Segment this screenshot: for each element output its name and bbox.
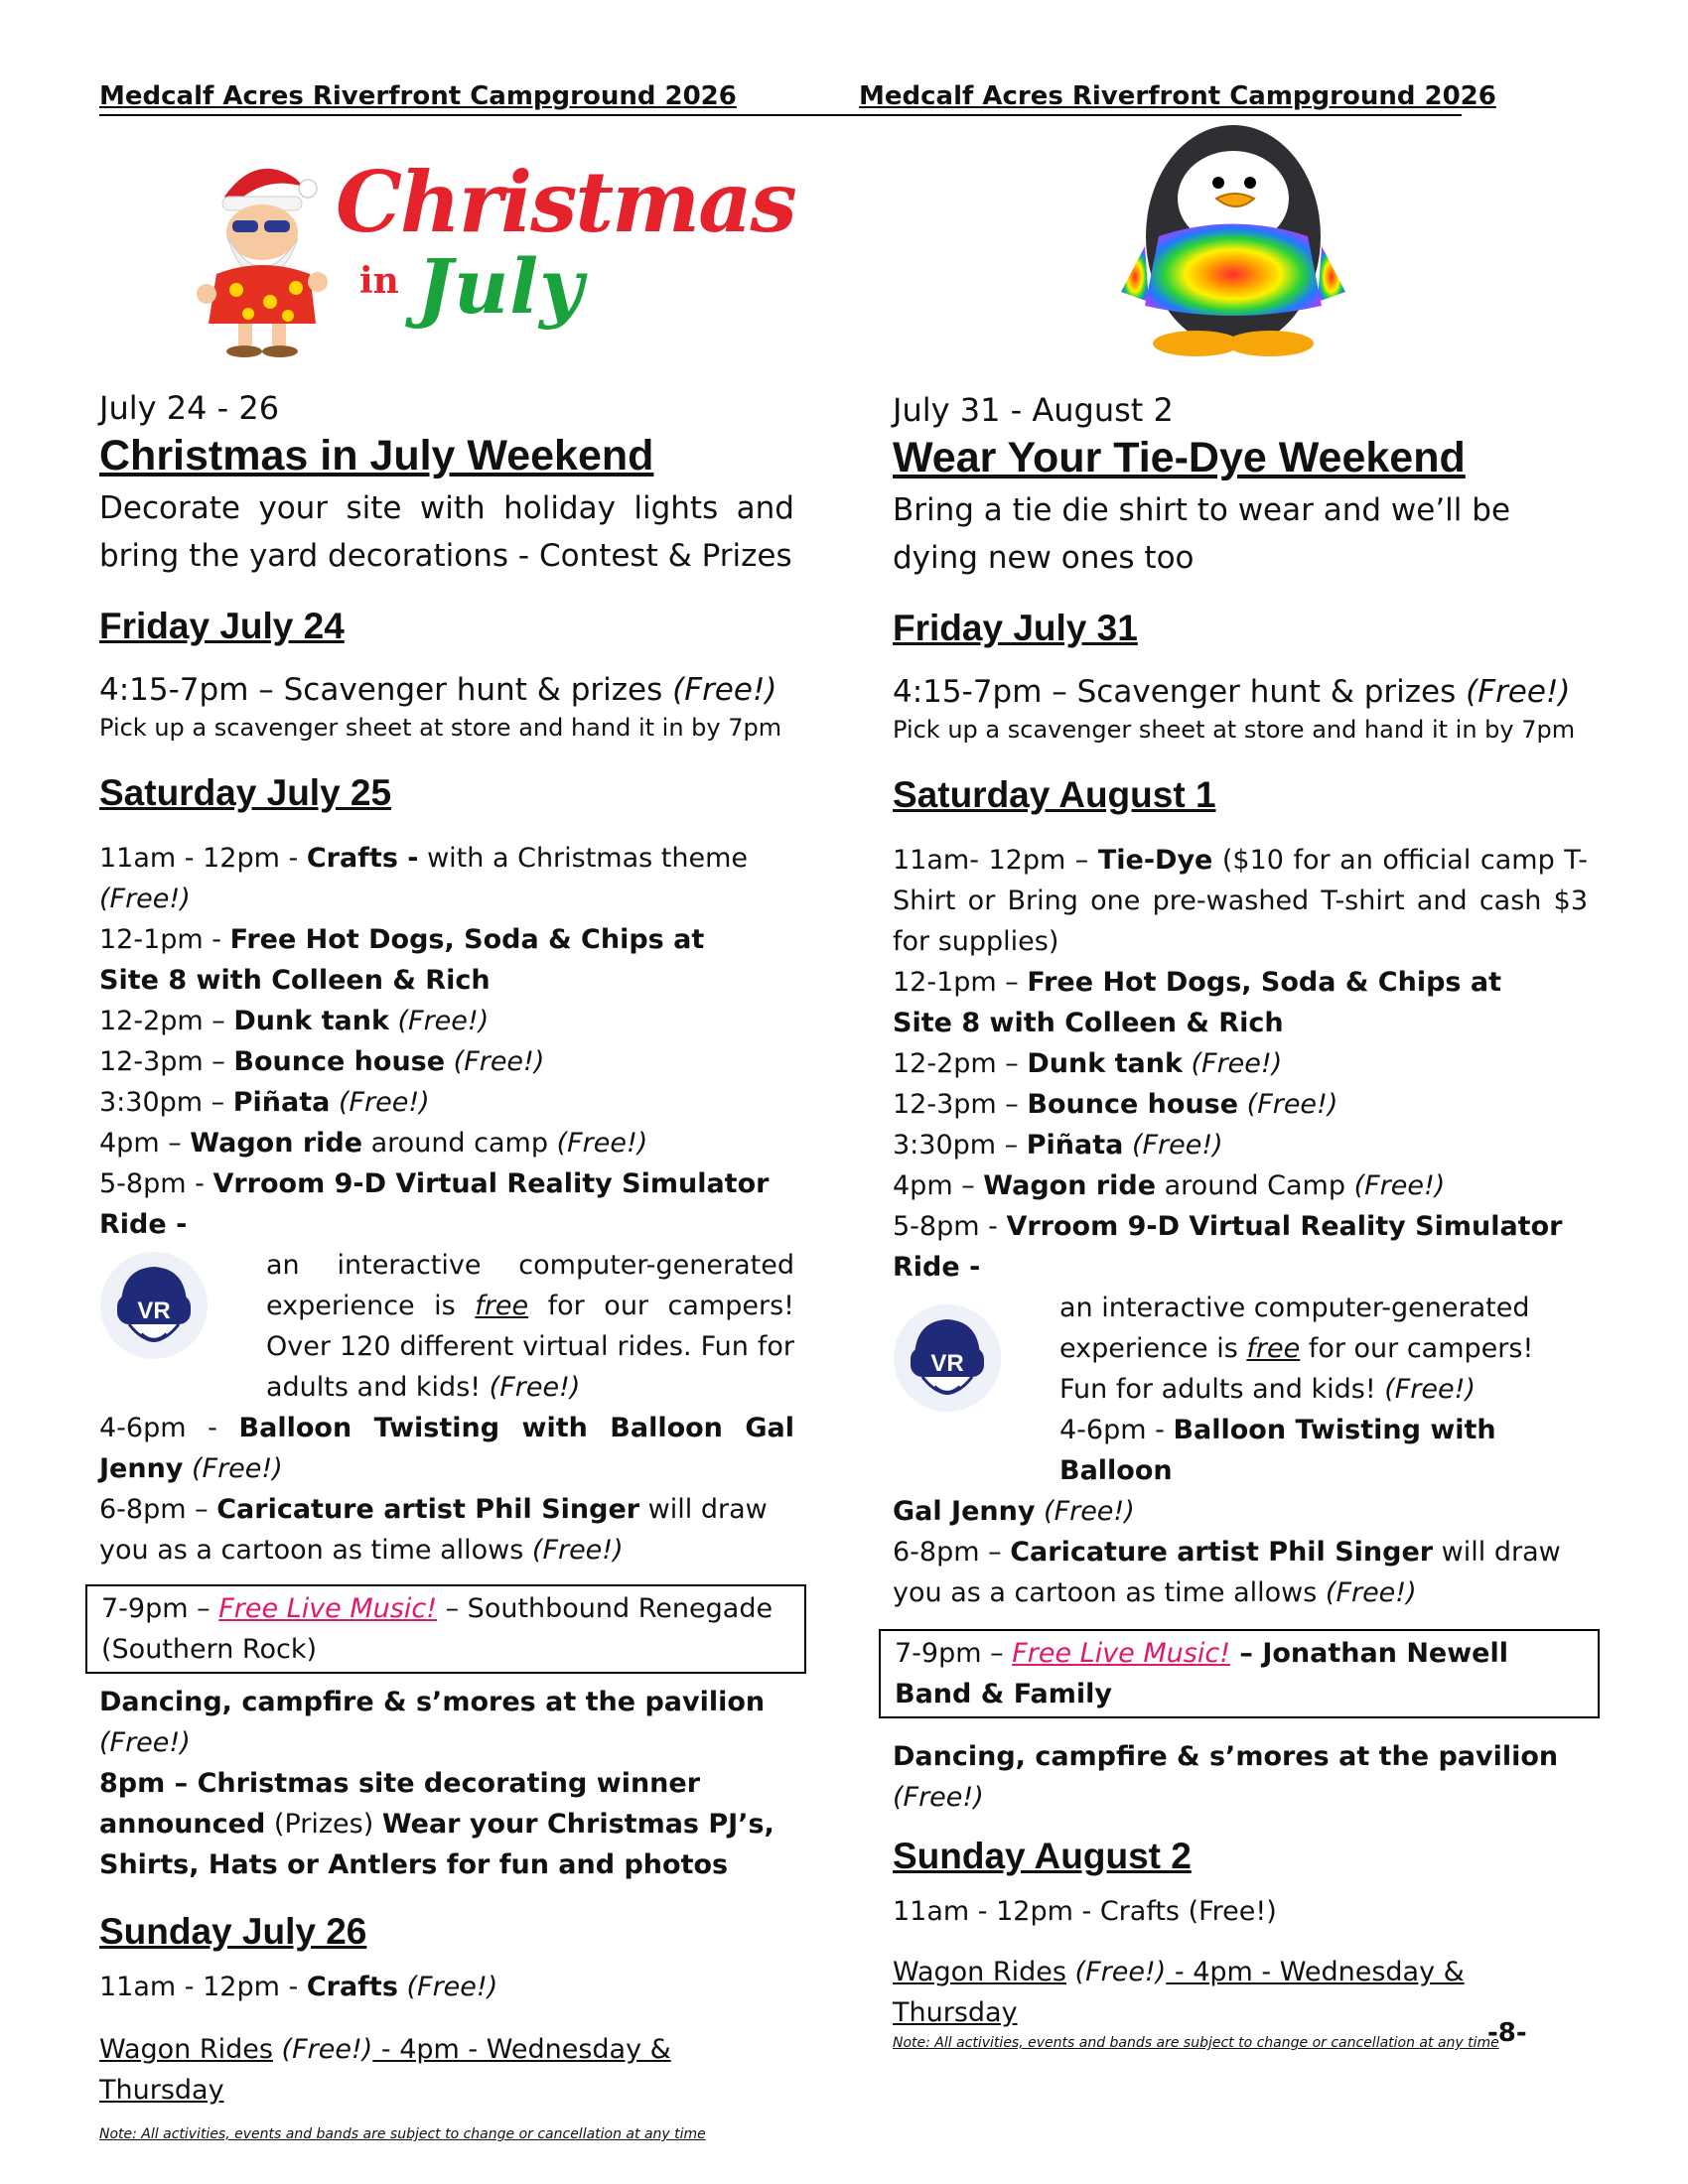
right-title: Wear Your Tie-Dye Weekend xyxy=(893,434,1466,481)
right-live-music-box: 7-9pm – Free Live Music! – Jonathan Newell Band & Family xyxy=(879,1629,1600,1718)
event-tie-dye: 11am- 12pm – Tie-Dye ($10 for an official camp T-Shirt or Bring one pre-washed T-shirt and cash $3 for supplies) xyxy=(893,845,1588,957)
left-live-music-box: 7-9pm – Free Live Music! – Southbound Renegade (Southern Rock) xyxy=(85,1584,806,1674)
left-page-header: Medcalf Acres Riverfront Campground 2026 xyxy=(99,81,737,111)
left-title: Christmas in July Weekend xyxy=(99,432,654,479)
svg-text:VR: VR xyxy=(930,1350,964,1377)
left-dates: July 24 - 26 xyxy=(99,389,280,427)
vr-headset-icon xyxy=(99,1251,209,1360)
right-saturday-events xyxy=(893,840,1588,1818)
event-crafts: 11am - 12pm - Crafts - with a Christmas theme (Free!) xyxy=(99,843,749,914)
logo-christmas-text: Christmas xyxy=(336,153,795,251)
free-live-music-link[interactable]: Free Live Music! xyxy=(218,1593,438,1624)
event-bounce-house: 12-3pm – Bounce house (Free!) xyxy=(893,1089,1338,1120)
event-dancing: Dancing, campfire & s’mores at the pavilion (Free!) xyxy=(99,1687,766,1758)
event-pinata: 3:30pm – Piñata (Free!) xyxy=(99,1087,430,1118)
vr-headset-icon xyxy=(893,1303,1002,1413)
event-caricature: 6-8pm – Caricature artist Phil Singer will draw you as a cartoon as time allows (Free!) xyxy=(99,1494,768,1566)
right-page-header: Medcalf Acres Riverfront Campground 2026 xyxy=(859,81,1496,111)
event-dunk-tank: 12-2pm – Dunk tank (Free!) xyxy=(893,1048,1283,1079)
event-pinata: 3:30pm – Piñata (Free!) xyxy=(893,1130,1223,1160)
event-vr-ride: 5-8pm - Vrroom 9-D Virtual Reality Simulator Ride - xyxy=(893,1211,1563,1283)
right-wagon-rides: Wagon Rides (Free!) - 4pm - Wednesday & Thursday xyxy=(893,1957,1465,2028)
page-number: -8- xyxy=(1487,2018,1527,2048)
right-saturday-heading: Saturday August 1 xyxy=(893,774,1216,815)
right-sunday-heading: Sunday August 2 xyxy=(893,1836,1192,1876)
event-hotdogs: 12-1pm - Free Hot Dogs, Soda & Chips at Site 8 with Colleen & Rich xyxy=(99,924,705,996)
right-friday-scavenger: 4:15-7pm – Scavenger hunt & prizes (Free!) xyxy=(893,674,1571,710)
event-bounce-house: 12-3pm – Bounce house (Free!) xyxy=(99,1046,545,1077)
svg-text:VR: VR xyxy=(137,1297,171,1324)
event-winner: 8pm – Christmas site decorating winner announced (Prizes) Wear your Christmas PJ’s, Shirts, Hats or Antlers for fun and photos xyxy=(99,1768,774,1880)
left-friday-heading: Friday July 24 xyxy=(99,606,345,646)
event-wagon-ride: 4pm – Wagon ride around Camp (Free!) xyxy=(893,1170,1446,1201)
santa-icon xyxy=(187,157,336,360)
left-friday-scavenger: 4:15-7pm – Scavenger hunt & prizes (Free!) xyxy=(99,672,777,708)
left-sunday-heading: Sunday July 26 xyxy=(99,1911,367,1952)
vr-block: VR an interactive computer-generated experience is free for our campers! Over 120 different virtual rides. Fun for adults and kids! (Free!) xyxy=(99,1245,794,1408)
left-sunday-crafts: 11am - 12pm - Crafts (Free!) xyxy=(99,1972,498,2002)
left-disclaimer-note: Note: All activities, events and bands are subject to change or cancellation at any time xyxy=(99,2126,706,2142)
left-saturday-heading: Saturday July 25 xyxy=(99,772,392,813)
event-wagon-ride: 4pm – Wagon ride around camp (Free!) xyxy=(99,1128,648,1159)
tie-dye-penguin-image xyxy=(1109,117,1357,360)
logo-july-text: July xyxy=(417,242,585,331)
vr-block: VR an interactive computer-generated experience is free for our campers! Fun for adults and kids! (Free!) 4-6pm - Balloon Twisting with Balloon xyxy=(893,1288,1588,1491)
event-balloon-cont: Gal Jenny (Free!) xyxy=(893,1496,1135,1527)
right-friday-heading: Friday July 31 xyxy=(893,608,1138,648)
event-balloon: 4-6pm - Balloon Twisting with Balloon Gal Jenny (Free!) xyxy=(99,1413,794,1484)
event-vr-ride: 5-8pm - Vrroom 9-D Virtual Reality Simulator Ride - xyxy=(99,1168,770,1240)
event-balloon: 4-6pm - Balloon Twisting with Balloon xyxy=(1059,1415,1496,1486)
left-friday-note: Pick up a scavenger sheet at store and hand it in by 7pm xyxy=(99,714,782,742)
christmas-in-july-logo xyxy=(187,153,802,360)
event-dunk-tank: 12-2pm – Dunk tank (Free!) xyxy=(99,1006,490,1036)
right-disclaimer-note: Note: All activities, events and bands are subject to change or cancellation at any time xyxy=(893,2035,1499,2051)
right-sunday-crafts: 11am - 12pm - Crafts (Free!) xyxy=(893,1896,1277,1927)
header-rule xyxy=(99,114,1462,116)
left-saturday-events xyxy=(99,838,794,1885)
logo-in-text: in xyxy=(359,260,399,302)
event-caricature: 6-8pm – Caricature artist Phil Singer will draw you as a cartoon as time allows (Free!) xyxy=(893,1537,1561,1608)
event-dancing: Dancing, campfire & s’mores at the pavilion (Free!) xyxy=(893,1741,1559,1813)
free-live-music-link[interactable]: Free Live Music! xyxy=(1012,1638,1231,1669)
left-description: Decorate your site with holiday lights and bring the yard decorations - Contest & Prizes xyxy=(99,490,794,574)
right-friday-note: Pick up a scavenger sheet at store and hand it in by 7pm xyxy=(893,716,1576,744)
left-wagon-rides: Wagon Rides (Free!) - 4pm - Wednesday & Thursday xyxy=(99,2034,671,2106)
right-dates: July 31 - August 2 xyxy=(893,391,1174,429)
event-hotdogs: 12-1pm – Free Hot Dogs, Soda & Chips at Site 8 with Colleen & Rich xyxy=(893,967,1502,1038)
right-description: Bring a tie die shirt to wear and we’ll be dying new ones too xyxy=(893,492,1511,576)
